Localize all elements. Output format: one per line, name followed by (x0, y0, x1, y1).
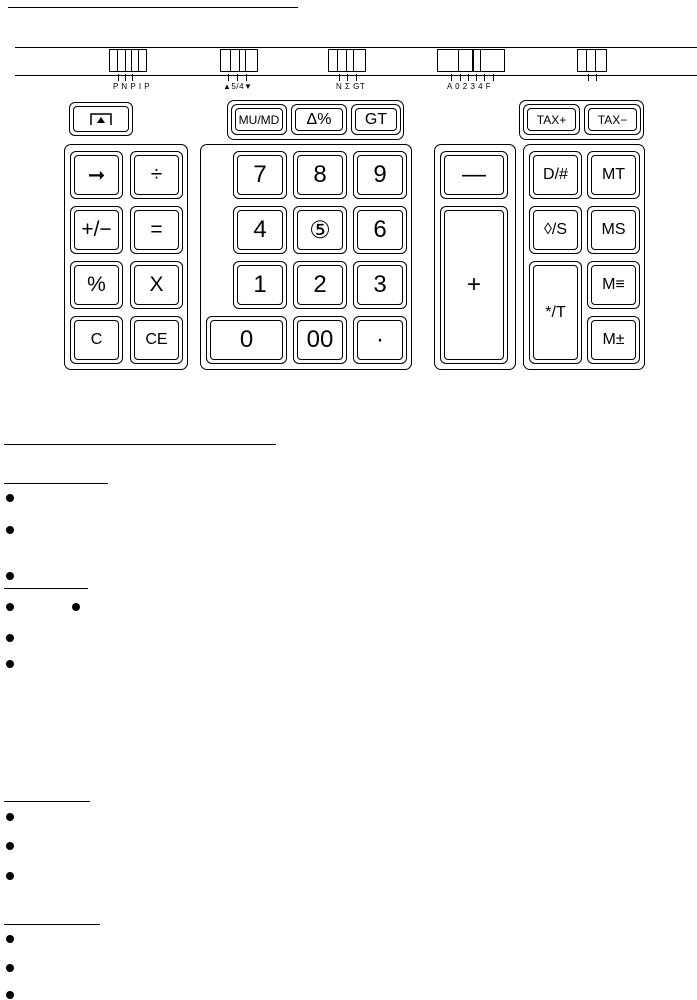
bullet (6, 634, 14, 642)
mu-md-key[interactable]: MU/MD (231, 104, 287, 135)
equals-key[interactable]: = (130, 206, 183, 254)
decimal-places-switch-label: A 0 2 3 4 F (447, 82, 492, 91)
memory-key-group (523, 144, 645, 370)
bullet (72, 603, 80, 611)
bullet (6, 603, 14, 611)
accumulation-switch-label: N Σ GT (336, 82, 366, 91)
tax-plus-key[interactable]: TAX+ (523, 104, 580, 135)
accumulation-switch[interactable] (328, 49, 366, 72)
bullet (6, 872, 14, 880)
five-key[interactable]: ⑤ (293, 206, 347, 254)
operator-key-group (64, 144, 188, 370)
non-add-subtotal-key[interactable]: ◊/S (529, 206, 582, 254)
tax-key-group (519, 100, 644, 140)
panel-top-line (15, 47, 697, 48)
bullet (6, 842, 14, 850)
rounding-switch[interactable] (220, 49, 258, 72)
two-key[interactable]: 2 (293, 261, 347, 309)
bullet (6, 660, 14, 668)
plus-minus-key[interactable]: +/− (70, 206, 123, 254)
four-key[interactable]: 4 (233, 206, 287, 254)
delta-percent-key[interactable]: Δ% (291, 104, 347, 135)
bullet (6, 935, 14, 943)
date-number-key[interactable]: D/# (529, 151, 582, 199)
memory-subtotal-key[interactable]: MS (587, 206, 640, 254)
decimal-point-key[interactable]: · (353, 316, 407, 364)
double-zero-key[interactable]: 00 (293, 316, 347, 364)
clear-entry-key[interactable]: CE (130, 316, 183, 364)
memory-equals-key[interactable]: M≡ (587, 261, 640, 309)
grand-total-key[interactable]: GT (351, 104, 401, 135)
one-key[interactable]: 1 (233, 261, 287, 309)
decimal-mode-switch-label: P N P I P (113, 82, 151, 91)
bullet (6, 991, 14, 999)
plus-key[interactable]: + (440, 206, 508, 364)
section-heading-rule (4, 444, 276, 445)
bullet (6, 572, 14, 580)
subsection-rule-3 (4, 801, 90, 802)
decimal-mode-switch[interactable] (109, 49, 147, 72)
bullet (6, 813, 14, 821)
header-underline (8, 7, 298, 8)
subsection-rule-4 (4, 924, 100, 925)
seven-key[interactable]: 7 (233, 151, 287, 199)
bullet (6, 494, 14, 502)
eight-key[interactable]: 8 (293, 151, 347, 199)
rounding-switch-label: ▲5/4▼ (223, 82, 253, 91)
three-key[interactable]: 3 (353, 261, 407, 309)
tax-minus-key[interactable]: TAX− (584, 104, 641, 135)
memory-plus-minus-key[interactable]: M± (587, 316, 640, 364)
divide-key[interactable]: ÷ (130, 151, 183, 199)
bullet (6, 526, 14, 534)
bullet (6, 964, 14, 972)
minus-key[interactable]: — (440, 151, 508, 199)
six-key[interactable]: 6 (353, 206, 407, 254)
numeric-keypad-group (200, 144, 412, 370)
nine-key[interactable]: 9 (353, 151, 407, 199)
multiply-key[interactable]: X (130, 261, 183, 309)
memory-total-key[interactable]: MT (587, 151, 640, 199)
add-subtract-key-group (434, 144, 516, 370)
zero-key[interactable]: 0 (206, 316, 287, 364)
subsection-rule-2 (4, 588, 88, 589)
function-key-group (227, 100, 404, 140)
decimal-places-switch[interactable] (437, 49, 505, 72)
power-print-switch[interactable] (577, 49, 607, 72)
percent-key[interactable]: % (70, 261, 123, 309)
subsection-rule-1 (4, 483, 108, 484)
arrow-key[interactable]: ➞ (70, 151, 123, 199)
paper-feed-key[interactable] (69, 102, 133, 136)
paper-feed-icon (88, 111, 114, 127)
clear-key[interactable]: C (70, 316, 123, 364)
total-key[interactable]: */T (529, 261, 582, 364)
